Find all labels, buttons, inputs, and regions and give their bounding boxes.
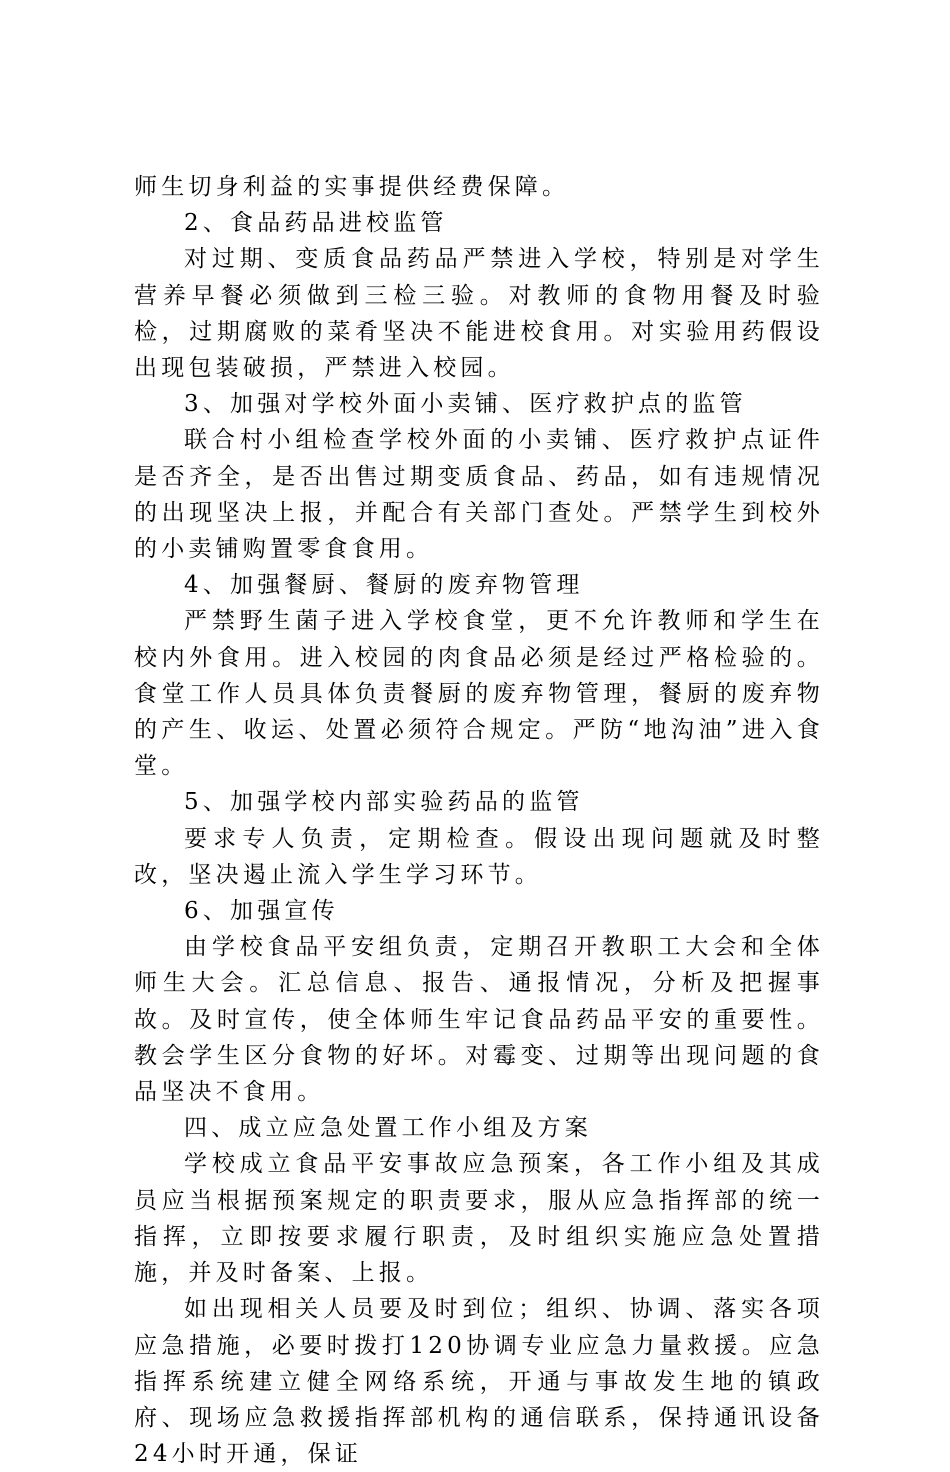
heading-lab-drug-supervision: 5、加强学校内部实验药品的监管 bbox=[184, 789, 584, 816]
paragraph-lab-drug-supervision: 要求专人负责，定期检查。假设出现问题就及时整改，坚决遏止流入学生学习环节。 bbox=[134, 825, 824, 888]
heading-emergency-team: 四、成立应急处置工作小组及方案 bbox=[184, 1115, 592, 1142]
heading-publicity: 6、加强宣传 bbox=[184, 898, 339, 925]
paragraph-food-drug-supervision: 对过期、变质食品药品严禁进入学校，特别是对学生营养早餐必须做到三检三验。对教师的食物用餐及时验检，过期腐败的菜肴坚决不能进校食用。对实验用药假设出现包装破损，严禁进入校园。 bbox=[134, 246, 824, 382]
heading-food-drug-supervision: 2、食品药品进校监管 bbox=[184, 210, 448, 237]
document-body bbox=[134, 169, 824, 1472]
paragraph-publicity: 由学校食品平安组负责，定期召开教职工大会和全体师生大会。汇总信息、报告、通报情况，分析及把握事故。及时宣传，使全体师生牢记食品药品平安的重要性。教会学生区分食物的好坏。对霉变、过期等出现问题的食品坚决不食用。 bbox=[134, 934, 824, 1106]
paragraph-shop-clinic-supervision: 联合村小组检查学校外面的小卖铺、医疗救护点证件是否齐全，是否出售过期变质食品、药品，如有违规情况的出现坚决上报，并配合有关部门查处。严禁学生到校外的小卖铺购置零食食用。 bbox=[134, 427, 824, 563]
heading-shop-clinic-supervision: 3、加强对学校外面小卖铺、医疗救护点的监管 bbox=[184, 391, 747, 418]
paragraph-funding-continued: 师生切身利益的实事提供经费保障。 bbox=[134, 174, 570, 200]
heading-kitchen-waste: 4、加强餐厨、餐厨的废弃物管理 bbox=[184, 572, 584, 599]
paragraph-emergency-response: 如出现相关人员要及时到位；组织、协调、落实各项应急措施，必要时拨打120协调专业应急力量救援。应急指挥系统建立健全网络系统，开通与事故发生地的镇政府、现场应急救援指挥部机构的通信联系，保持通讯设备24小时开通，保证 bbox=[134, 1296, 824, 1468]
paragraph-kitchen-waste: 严禁野生菌子进入学校食堂，更不允许教师和学生在校内外食用。进入校园的肉食品必须是经过严格检验的。食堂工作人员具体负责餐厨的废弃物管理，餐厨的废弃物的产生、收运、处置必须符合规定。严防“地沟油”进入食堂。 bbox=[134, 608, 824, 780]
paragraph-emergency-plan: 学校成立食品平安事故应急预案，各工作小组及其成员应当根据预案规定的职责要求，服从应急指挥部的统一指挥，立即按要求履行职责，及时组织实施应急处置措施，并及时备案、上报。 bbox=[134, 1151, 824, 1287]
